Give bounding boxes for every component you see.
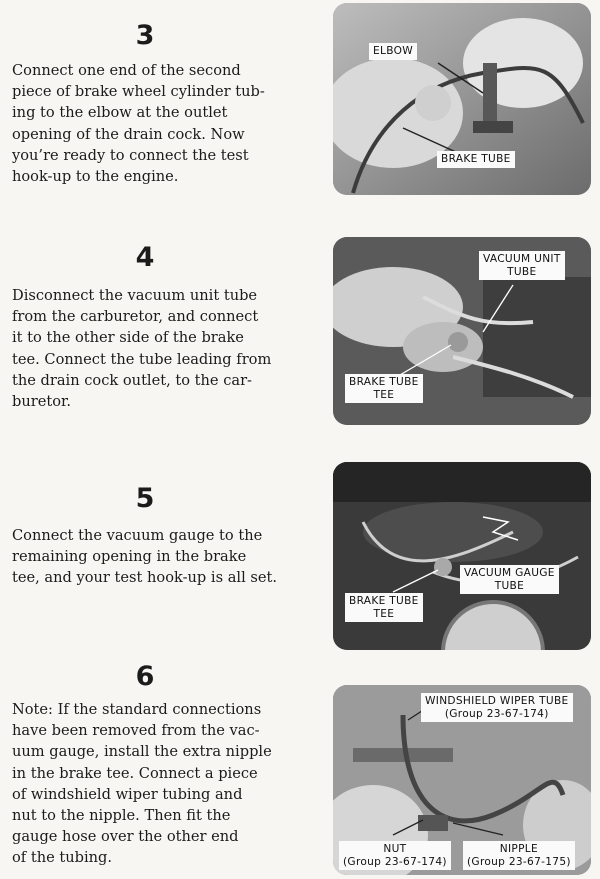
label-vacuum-unit-tube (479, 251, 565, 280)
text-line: uum gauge, install the extra nipple (12, 743, 272, 761)
step-3 (0, 0, 600, 230)
label-line: TUBE (507, 265, 537, 278)
label-line: NIPPLE (499, 843, 539, 855)
text-line: ing to the elbow at the outlet (12, 104, 228, 122)
label-elbow: ELBOW (369, 43, 417, 60)
text-line: of the tubing. (12, 849, 113, 867)
step-number: 4 (135, 242, 155, 273)
label-line: WINDSHIELD WIPER TUBE (425, 695, 569, 707)
step-4 (0, 230, 600, 455)
label-line: NUT (383, 843, 407, 855)
step-4-photo (333, 237, 591, 425)
step-number: 5 (135, 483, 155, 514)
step-instructions (12, 60, 280, 187)
text-line: opening of the drain cock. Now (12, 125, 245, 143)
step-5-photo (333, 462, 591, 650)
text-line: Connect the vacuum gauge to the (12, 527, 263, 544)
label-line: BRAKE TUBE (349, 376, 419, 388)
step-number: 3 (135, 20, 155, 51)
label-brake-tube: BRAKE TUBE (437, 151, 515, 168)
label-brake-tube-tee (345, 374, 423, 403)
step-6-photo (333, 685, 591, 875)
label-nipple (463, 841, 575, 870)
label-line: BRAKE TUBE (349, 595, 419, 607)
text-line: nut to the nipple. Then fit the (12, 807, 231, 825)
label-line: TEE (373, 388, 395, 401)
text-line: gauge hose over the other end (12, 828, 239, 846)
text-line: Connect one end of the second (12, 62, 241, 79)
label-line: VACUUM UNIT (483, 253, 561, 265)
text-line: from the carburetor, and connect (12, 308, 259, 326)
step-number: 6 (135, 661, 155, 692)
text-line: tee. Connect the tube leading from (12, 350, 272, 368)
text-line: hook-up to the engine. (12, 168, 179, 186)
step-instructions (12, 699, 280, 869)
step-instructions (12, 525, 280, 589)
text-line: tee, and your test hook-up is all set. (12, 569, 278, 587)
step-6 (0, 655, 600, 879)
text-line: of windshield wiper tubing and (12, 785, 243, 803)
label-line: (Group 23-67-174) (444, 707, 549, 720)
label-line: TUBE (494, 579, 525, 592)
step-3-photo (333, 3, 591, 195)
text-line: Note: If the standard connections (12, 701, 262, 718)
step-5 (0, 455, 600, 655)
label-windshield-wiper-tube (421, 693, 573, 722)
label-line: (Group 23-67-175) (467, 855, 571, 868)
text-line: in the brake tee. Connect a piece (12, 764, 258, 782)
text-line: it to the other side of the brake (12, 329, 244, 347)
text-line: remaining opening in the brake (12, 548, 247, 566)
text-line: Disconnect the vacuum unit tube (12, 287, 258, 304)
text-line: piece of brake wheel cylinder tub- (12, 83, 265, 101)
text-line: buretor. (12, 393, 72, 411)
label-line: TEE (373, 607, 395, 620)
text-line: you’re ready to connect the test (12, 146, 249, 164)
label-line: VACUUM GAUGE (464, 567, 555, 579)
text-line: have been removed from the vac- (12, 722, 260, 740)
label-brake-tube-tee (345, 593, 423, 622)
label-line: (Group 23-67-174) (343, 855, 447, 868)
text-line: the drain cock outlet, to the car- (12, 371, 252, 389)
label-vacuum-gauge-tube (460, 565, 559, 594)
step-instructions (12, 285, 280, 412)
label-nut (339, 841, 451, 870)
